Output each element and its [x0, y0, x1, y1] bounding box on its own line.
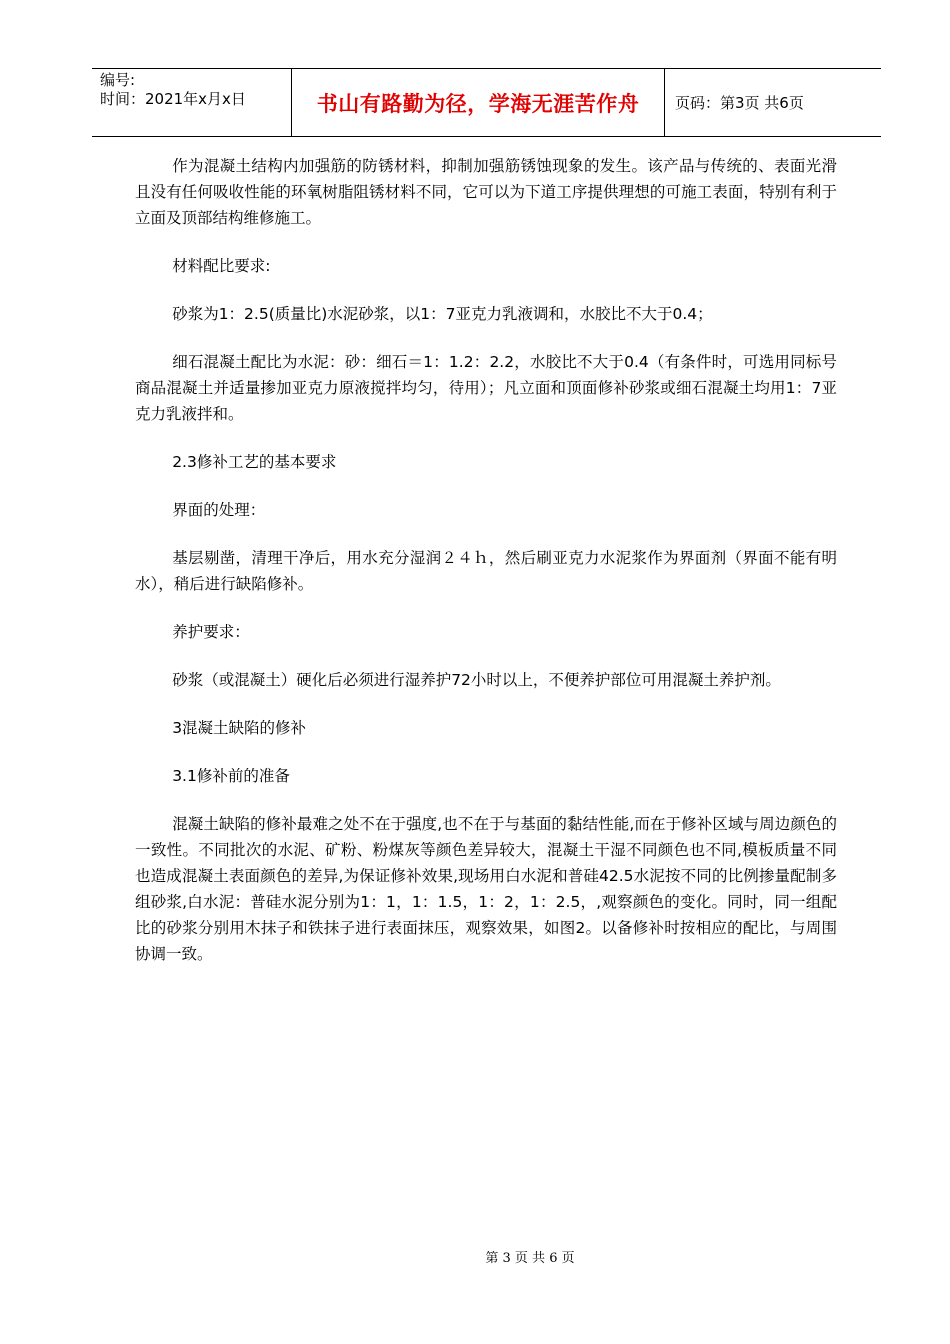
header-meta — [92, 69, 292, 136]
number-label: 编号: — [100, 71, 136, 89]
paragraph: 砂浆（或混凝土）硬化后必须进行湿养护72小时以上，不便养护部位可用混凝土养护剂。 — [172, 671, 781, 689]
page-header — [92, 68, 881, 137]
page-footer — [0, 1247, 950, 1266]
paragraph: 界面的处理： — [172, 501, 266, 519]
document-body — [135, 153, 837, 989]
section-heading: 3.1修补前的准备 — [172, 767, 290, 785]
paragraph: 养护要求： — [172, 623, 250, 641]
footer-page-number: 第 3 页 共 6 页 — [485, 1251, 575, 1266]
section-heading: 2.3修补工艺的基本要求 — [172, 453, 337, 471]
paragraph: 混凝土缺陷的修补最难之处不在于强度,也不在于与基面的黏结性能,而在于修补区域与周边颜色的一致性。不同批次的水泥、矿粉、粉煤灰等颜色差异较大，混凝土干湿不同颜色也不同,模板质量不同也造成混凝土表面颜色的差异,为保证修补效果,现场用白水泥和普硅42.5水泥按不同的比例掺量配制多组砂浆,白水泥：普硅水泥分别为1：1，1：1.5，1：2，1：2.5，,观察颜色的变化。同时，同一组配比的砂浆分别用木抹子和铁抹子进行表面抹压，观察效果，如图2。以备修补时按相应的配比，与周围协调一致。 — [135, 815, 837, 963]
paragraph: 细石混凝土配比为水泥：砂：细石＝1：1.2：2.2，水胶比不大于0.4（有条件时，可选用同标号商品混凝土并适量掺加亚克力原液搅拌均匀，待用）；凡立面和顶面修补砂浆或细石混凝土均用1：7亚克力乳液拌和。 — [135, 353, 837, 423]
header-page-label: 页码：第3页 共6页 — [675, 94, 804, 112]
header-motto: 书山有路勤为径，学海无涯苦作舟 — [292, 69, 665, 136]
paragraph: 砂浆为1：2.5(质量比)水泥砂浆，以1：7亚克力乳液调和，水胶比不大于0.4； — [172, 305, 713, 323]
time-label: 时间：2021年x月x日 — [100, 90, 246, 108]
section-heading: 3混凝土缺陷的修补 — [172, 719, 307, 737]
paragraph: 材料配比要求: — [172, 257, 271, 275]
paragraph: 作为混凝土结构内加强筋的防锈材料，抑制加强筋锈蚀现象的发生。该产品与传统的、表面光滑且没有任何吸收性能的环氧树脂阻锈材料不同，它可以为下道工序提供理想的可施工表面，特别有利于立面及顶部结构维修施工。 — [135, 157, 837, 227]
paragraph: 基层剔凿，清理干净后，用水充分湿润２４ｈ，然后刷亚克力水泥浆作为界面剂（界面不能有明水），稍后进行缺陷修补。 — [135, 549, 837, 593]
